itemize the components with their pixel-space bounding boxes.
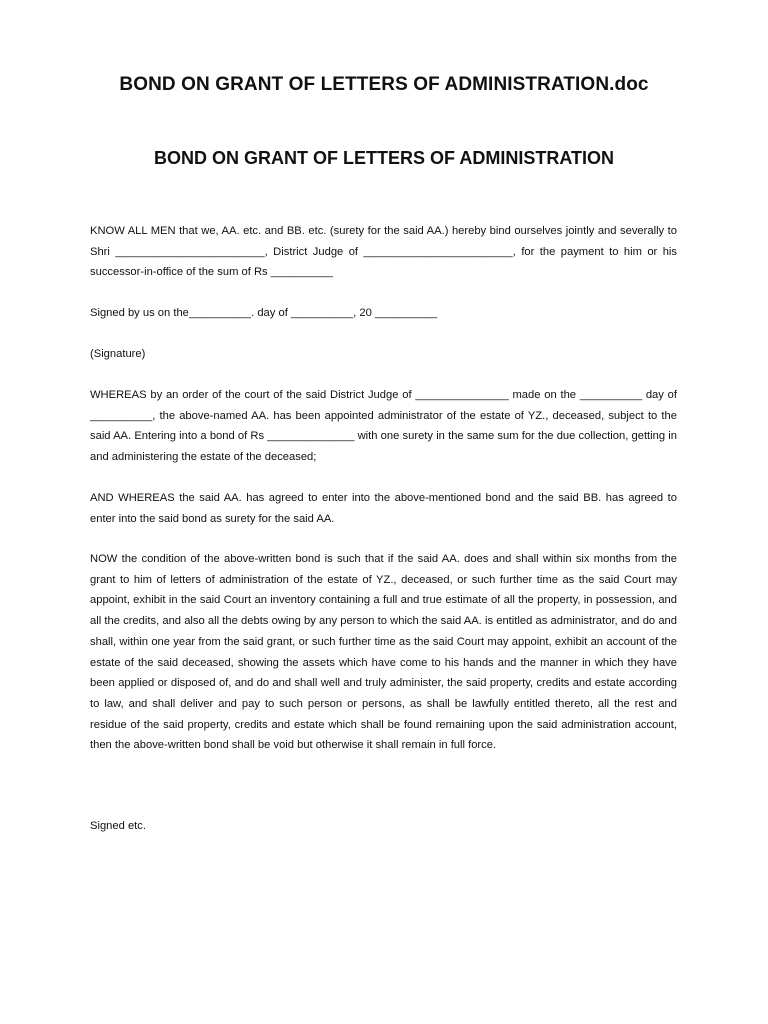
- document-heading: BOND ON GRANT OF LETTERS OF ADMINISTRATION: [154, 148, 614, 168]
- paragraph-signature: (Signature): [90, 348, 146, 360]
- paragraph-and-whereas: AND WHEREAS the said AA. has agreed to enter into the above-mentioned bond and the said BB. has agreed to enter into the said bond as surety for the said AA.: [90, 492, 677, 525]
- paragraph-signed-on: Signed by us on the__________. day of __________, 20 __________: [90, 307, 438, 319]
- paragraph-now-condition: NOW the condition of the above-written bond is such that if the said AA. does and shall within six months from the grant to him of letters of administration of the estate of YZ., deceased, or such further time as the said Court may appoint, exhibit in the said Court an inventory containing a full and true estimate of all the property, in possession, and all the credits, and also all the debts owing by any person to which the said AA. is entitled as administrator, and do and shall, within one year from the said grant, or such further time as the said Court may appoint, exhibit an account of the estate of the said deceased, showing the assets which have come to his hands and the manner in which they have been applied or disposed of, and do and shall well and truly administer, the said property, credits and estate according to law, and shall deliver and pay to such person or persons, as shall be lawfully entitled thereto, all the rest and residue of the said property, credits and estate which shall be found remaining upon the said administration account, then the above-written bond shall be void but otherwise it shall remain in full force.: [90, 553, 677, 752]
- document-file-title: BOND ON GRANT OF LETTERS OF ADMINISTRATION.doc: [119, 74, 649, 95]
- paragraph-know-all-men: KNOW ALL MEN that we, AA. etc. and BB. etc. (surety for the said AA.) hereby bind ourselves jointly and severally to Shri ________________________, District Judge of ________________________, for the payment to him or his successor-in-office of the sum of Rs __________: [90, 225, 677, 279]
- paragraph-signed-etc: Signed etc.: [90, 820, 146, 832]
- paragraph-whereas: WHEREAS by an order of the court of the said District Judge of _______________ made on the __________ day of __________, the above-named AA. has been appointed administrator of the estate of YZ., deceased, subject to the said AA. Entering into a bond of Rs ______________ with one surety in the same sum for the due collection, getting in and administering the estate of the deceased;: [90, 389, 677, 464]
